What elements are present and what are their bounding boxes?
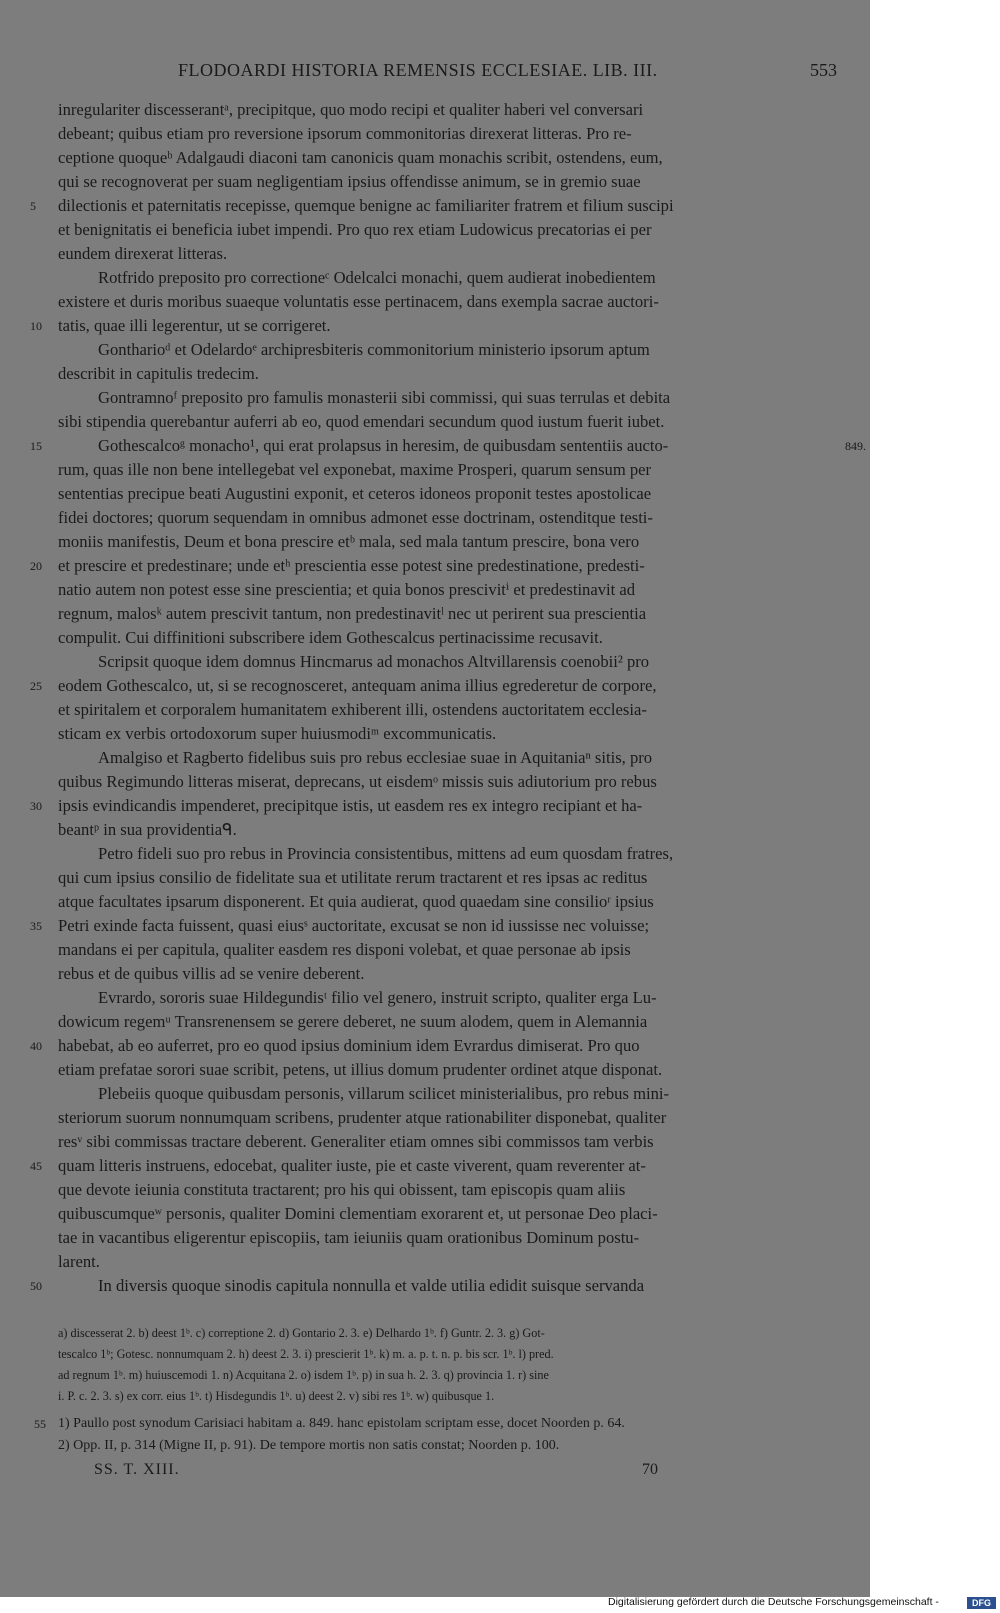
text-line: habebat, ab eo auferret, pro eo quod ipsius dominium idem Evrardus dimiserat. Pro quo [58, 1036, 640, 1055]
apparatus-line: i. P. c. 2. 3. s) ex corr. eius 1ᵇ. t) Hisdegundis 1ᵇ. u) deest 2. v) sibi res 1ᵇ. w) quibusque 1. [58, 1389, 495, 1403]
footnote-line: 1) Paullo post synodum Carisiaci habitam a. 849. hanc epistolam scriptam esse, docet Noorden p. 64. [58, 1416, 625, 1431]
notes-line-number: 55 [34, 1417, 46, 1431]
text-line: natio autem non potest esse sine prescientia; et quia bonos prescivitⁱ et predestinavit ad [58, 580, 636, 599]
text-line: ceptione quoqueᵇ Adalgaudi diaconi tam canonicis quam monachis scribit, ostendens, eum, [58, 148, 663, 167]
apparatus-line: tescalco 1ᵇ; Gotesc. nonnumquam 2. h) deest 2. 3. i) prescierit 1ᵇ. k) m. a. p. t. n. p. bis scr. 1ᵇ. l) pred. [58, 1347, 554, 1361]
text-line: eodem Gothescalco, ut, si se recognosceret, antequam anima illius egrederetur de corpore, [58, 676, 657, 695]
text-line: inregulariter discesserantᵃ, precipitque, quo modo recipi et qualiter haberi vel conversari [58, 100, 644, 119]
text-line: etiam prefatae sorori suae scribit, petens, ut illius domum prudenter ordinet atque disponat. [58, 1060, 663, 1079]
text-line: mandans ei per capitula, qualiter easdem res disponi volebat, et quae personae ab ipsis [58, 940, 631, 959]
text-line: Plebeiis quoque quibusdam personis, villarum scilicet ministerialibus, pro rebus mini- [98, 1084, 670, 1103]
line-number: 35 [30, 919, 42, 933]
text-line: ipsis evindicandis impenderet, precipitque istis, ut easdem res ex integro recipiant et ha- [58, 796, 643, 815]
text-line: Gothescalcoᵍ monacho¹, qui erat prolapsus in heresim, de quibusdam sententiis aucto- [98, 436, 669, 455]
text-line: que devote ieiunia constituta tractarent; pro his qui obissent, tam episcopis quam aliis [58, 1180, 626, 1199]
text-line: Rotfrido preposito pro correctioneᶜ Odelcalci monachi, quem audierat inobedientem [98, 268, 656, 287]
dfg-logo: DFG [967, 1597, 996, 1609]
text-line: Gontharioᵈ et Odelardoᵉ archipresbiteris commonitorium ministerio ipsorum aptum [98, 340, 650, 359]
line-number: 5 [30, 199, 36, 213]
line-number: 40 [30, 1039, 42, 1053]
signature-mark: SS. T. XIII. [94, 1461, 180, 1478]
sheet-number: 70 [642, 1461, 658, 1478]
line-number: 15 [30, 439, 42, 453]
text-line: atque facultates ipsarum disponerent. Et quia audierat, quod quaedam sine consilioʳ ipsius [58, 892, 654, 911]
text-line: compulit. Cui diffinitioni subscribere idem Gothescalcus pertinacissime recusavit. [58, 628, 603, 647]
line-number: 45 [30, 1159, 42, 1173]
text-line: steriorum suorum nonnumquam scribens, prudenter atque rationabiliter disponebat, qualiter [58, 1108, 667, 1127]
text-line: Petro fideli suo pro rebus in Provincia consistentibus, mittens ad eum quosdam fratres, [98, 844, 674, 863]
text-line: qui cum ipsius consilio de fidelitate sua et utilitate rerum tractarent et res ipsas ac reditus [58, 868, 648, 887]
text-line: et spiritalem et corporalem humanitatem exhiberent illi, ostendens auctoritatem ecclesia- [58, 700, 647, 719]
digitization-credit: Digitalisierung gefördert durch die Deutsche Forschungsgemeinschaft - [608, 1596, 939, 1608]
page-number: 553 [810, 60, 837, 80]
text-line: qui se recognoverat per suam negligentiam ipsius offendisse animum, se in gremio suae [58, 172, 641, 191]
text-line: Scripsit quoque idem domnus Hincmarus ad monachos Altvillarensis coenobii² pro [98, 652, 650, 671]
text-line: Evrardo, sororis suae Hildegundisᵗ filio vel genero, instruit scripto, qualiter erga Lu- [98, 988, 657, 1007]
text-line: tatis, quae illi legerentur, ut se corrigeret. [58, 316, 331, 335]
text-line: eundem direxerat litteras. [58, 244, 228, 263]
margin-date: 849. [845, 439, 866, 453]
line-number: 25 [30, 679, 42, 693]
text-line: sententias precipue beati Augustini exponit, et ceteros idoneos proponit testes apostolicae [58, 484, 652, 503]
running-header [60, 56, 840, 86]
running-title: FLODOARDI HISTORIA REMENSIS ECCLESIAE. LIB. III. [178, 60, 658, 80]
text-line: Petri exinde facta fuissent, quasi eiusˢ auctoritate, excusat se non id iussisse nec voluisse; [58, 916, 650, 935]
text-line: resᵛ sibi commissas tractare deberent. Generaliter etiam omnes sibi commissos tam verbis [58, 1132, 654, 1151]
text-line: moniis manifestis, Deum et bona prescire etᵇ mala, sed mala tantum prescire, bona vero [58, 532, 640, 551]
text-line: Amalgiso et Ragberto fidelibus suis pro rebus ecclesiae suae in Aquitaniaⁿ sitis, pro [98, 748, 653, 767]
text-line: quam litteris instruens, edocebat, qualiter iuste, pie et caste viverent, quam reverenter at- [58, 1156, 646, 1175]
line-number: 30 [30, 799, 42, 813]
apparatus-line: a) discesserat 2. b) deest 1ᵇ. c) correptione 2. d) Gontario 2. 3. e) Delhardo 1ᵇ. f) Guntr. 2. 3. g) Got- [58, 1326, 545, 1340]
text-line: beantᵖ in sua providentiaᑫ. [58, 820, 237, 839]
apparatus-line: ad regnum 1ᵇ. m) huiuscemodi 1. n) Acquitana 2. o) isdem 1ᵇ. p) in sua h. 2. 3. q) provincia 1. r) sine [58, 1368, 549, 1382]
text-line: dilectionis et paternitatis recepisse, quemque benigne ac familiariter fratrem et filium suscipi [58, 196, 674, 215]
line-number: 10 [30, 319, 42, 333]
text-line: describit in capitulis tredecim. [58, 364, 259, 383]
text-line: dowicum regemᵘ Transrenensem se gerere deberet, ne suum alodem, quem in Alemannia [58, 1012, 648, 1031]
text-line: larent. [58, 1252, 100, 1271]
text-line: et benignitatis ei beneficia iubet impendi. Pro quo rex etiam Ludowicus precatorias ei per [58, 220, 652, 239]
text-line: rum, quas ille non bene intellegebat vel exponebat, maxime Prosperi, quarum sensum per [58, 460, 652, 479]
text-line: tae in vacantibus eligerentur episcopiis, tam ieiuniis quam orationibus Dominum postu- [58, 1228, 640, 1247]
text-line: In diversis quoque sinodis capitula nonnulla et valde utilia edidit suisque servanda [98, 1276, 645, 1295]
text-line: rebus et de quibus villis ad se venire deberent. [58, 964, 365, 983]
text-line: et prescire et predestinare; unde etʰ prescientia esse potest sine predestinatione, predesti- [58, 556, 645, 575]
line-number: 50 [30, 1279, 42, 1293]
text-line: regnum, malosᵏ autem prescivit tantum, non predestinavitˡ nec ut perirent sua prescientia [58, 604, 647, 623]
text-line: sticam ex verbis ortodoxorum super huiusmodiᵐ excommunicatis. [58, 724, 497, 743]
text-line: quibuscumqueʷ personis, qualiter Domini clementiam exorarent et, ut personae Deo placi- [58, 1204, 658, 1223]
footnote-line: 2) Opp. II, p. 314 (Migne II, p. 91). De tempore mortis non satis constat; Noorden p. 100. [58, 1438, 560, 1453]
text-line: Gontramnoᶠ preposito pro famulis monasterii sibi commissi, qui suas terrulas et debita [98, 388, 671, 407]
text-line: sibi stipendia querebantur auferri ab eo, quod emendari secundum quod iustum fuerit iubet. [58, 412, 665, 431]
text-line: fidei doctores; quorum sequendam in omnibus admonet esse doctrinam, ostenditque testi- [58, 508, 653, 527]
text-line: quibus Regimundo litteras miserat, deprecans, ut eisdemᵒ missis suis adiutorium pro rebus [58, 772, 657, 791]
text-line: debeant; quibus etiam pro reversione ipsorum commonitorias direxerat litteras. Pro re- [58, 124, 632, 143]
line-number: 20 [30, 559, 42, 573]
text-line: existere et duris moribus suaeque voluntatis esse pertinacem, dans exempla sacrae auctori- [58, 292, 659, 311]
